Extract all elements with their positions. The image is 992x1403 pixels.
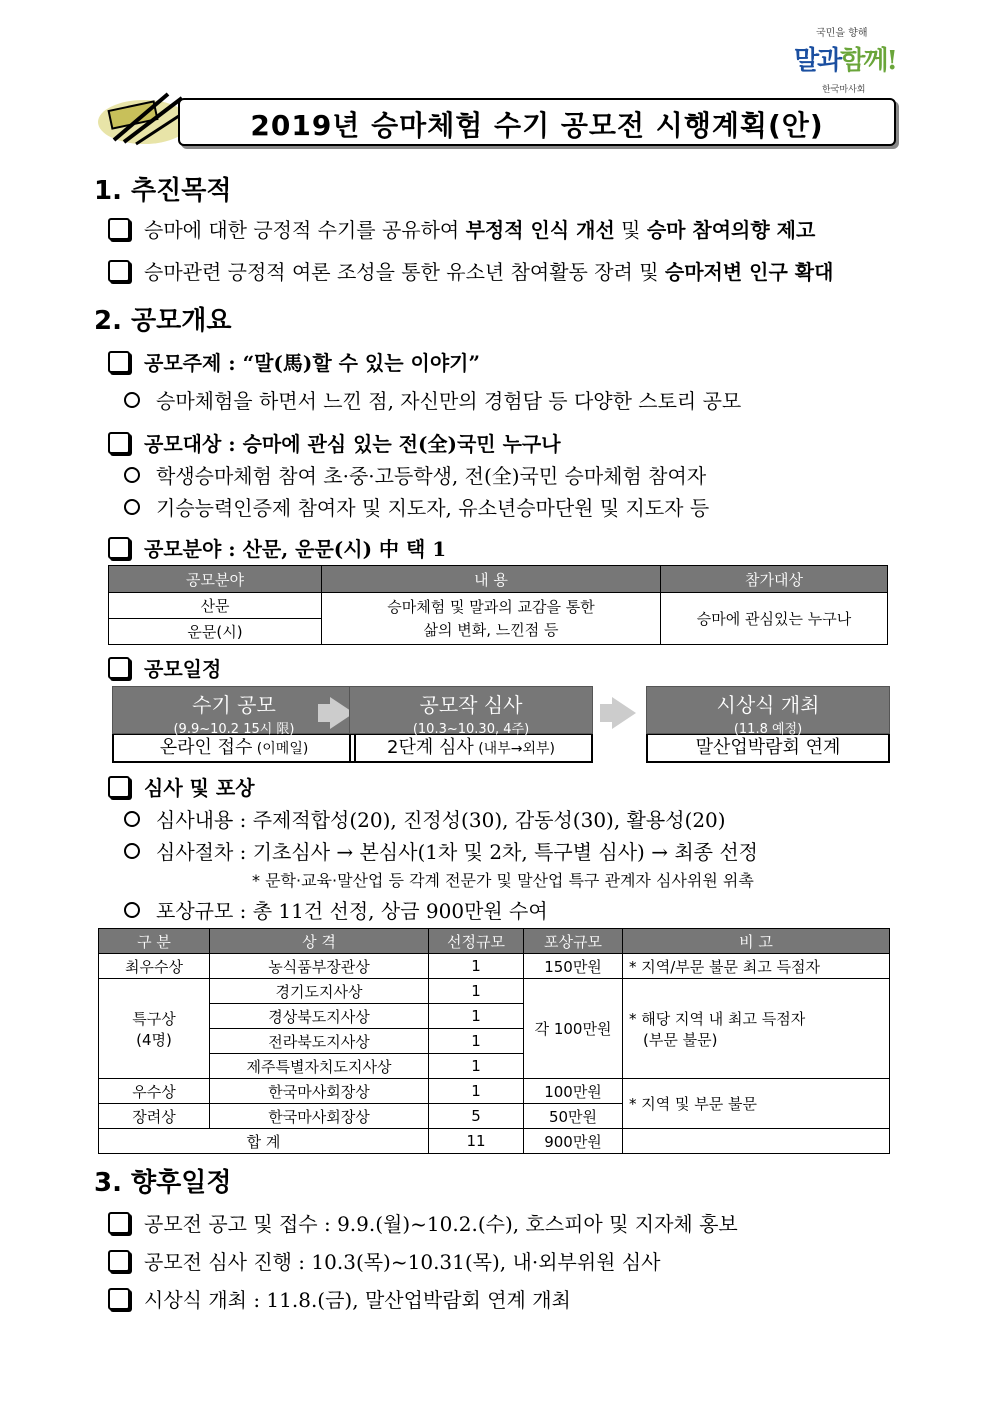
stage-footer — [112, 734, 356, 763]
stage-name: 공모작 심사 — [419, 693, 523, 717]
table-cell: 한국마사회장상 — [210, 1104, 429, 1129]
circle-bullet-icon — [124, 843, 140, 859]
stage-submission — [112, 686, 356, 763]
stage-header — [349, 686, 593, 737]
text: 학생승마체험 참여 초·중·고등학생, 전(全)국민 승마체험 참여자 — [156, 464, 707, 488]
table-cell: 1 — [429, 979, 524, 1004]
stage-date: (10.3~10.30, 4주) — [412, 722, 530, 737]
theme-sub — [124, 385, 741, 414]
square-bullet-icon — [108, 432, 130, 454]
table-cell: * 지역 및 부문 불문 — [623, 1079, 890, 1129]
text: 공모전 공고 및 접수 : 9.9.(월)~10.2.(수), 호스피아 및 지자체 홍보 — [144, 1212, 738, 1236]
sec3-item-1 — [108, 1208, 738, 1237]
text: 공모전 심사 진행 : 10.3(목)~10.31(목), 내·외부위원 심사 — [144, 1250, 661, 1274]
table-cell: 50만원 — [524, 1104, 623, 1129]
award-table — [98, 928, 890, 1154]
table-cell: 경기도지사상 — [210, 979, 429, 1004]
sec1-item-1 — [108, 214, 815, 243]
square-bullet-icon — [108, 776, 130, 798]
stage-ceremony — [646, 686, 890, 763]
sec3-item-2 — [108, 1246, 660, 1275]
text: 기승능력인증제 참여자 및 지도자, 유소년승마단원 및 지도자 등 — [156, 496, 710, 520]
stage-header — [646, 686, 890, 737]
award-scale — [124, 895, 548, 924]
sec1-item-2 — [108, 256, 833, 285]
table-cell: 장려상 — [99, 1104, 210, 1129]
circle-bullet-icon — [124, 902, 140, 918]
text: 포상규모 : 총 11건 선정, 상금 900만원 수여 — [156, 899, 548, 923]
table-cell: 각 100만원 — [524, 979, 623, 1079]
table-header: 상 격 — [210, 929, 429, 954]
stage-foot: 말산업박람회 연계 — [695, 737, 841, 758]
table-cell — [623, 1129, 890, 1154]
stage-foot-small: (이메일) — [252, 741, 309, 757]
target-sub-1 — [124, 460, 706, 489]
table-cell: 11 — [429, 1129, 524, 1154]
schedule-label: 공모일정 — [144, 657, 222, 681]
theme-text: 공모주제 : “말(馬)할 수 있는 이야기” — [144, 351, 480, 375]
table-cell: 최우수상 — [99, 954, 210, 979]
table-cell: 100만원 — [524, 1079, 623, 1104]
cell-line: 특구상 — [132, 1009, 176, 1028]
stage-foot-small: (내부→외부) — [473, 741, 555, 757]
sec3-item-3 — [108, 1284, 571, 1313]
text: 승마체험을 하면서 느낀 점, 자신만의 경험담 등 다양한 스토리 공모 — [156, 389, 742, 413]
table-row — [99, 954, 890, 979]
cell-line: * 해당 지역 내 최고 득점자 — [629, 1009, 806, 1028]
circle-bullet-icon — [124, 392, 140, 408]
target-text: 공모대상 : 승마에 관심 있는 전(全)국민 누구나 — [144, 432, 561, 456]
field-text: 공모분야 : 산문, 운문(시) 中 택 1 — [144, 537, 447, 561]
square-bullet-icon — [108, 351, 130, 373]
content-line: 승마체험 및 말과의 교감을 통한 — [387, 597, 595, 616]
table-cell: 제주특별자치도지사상 — [210, 1054, 429, 1079]
table-cell: 1 — [429, 1029, 524, 1054]
stage-name: 수기 공모 — [192, 693, 276, 717]
text: 승마관련 긍정적 여론 조성을 통한 유소년 참여활동 장려 및 — [144, 260, 665, 284]
table-cell: 한국마사회장상 — [210, 1079, 429, 1104]
section2-heading: 2. 공모개요 — [94, 306, 232, 336]
table-row — [99, 1079, 890, 1104]
table-header: 비 고 — [623, 929, 890, 954]
schedule-item — [108, 653, 221, 682]
content-line: 삶의 변화, 느낀점 등 — [423, 620, 559, 639]
table-cell — [623, 979, 890, 1079]
field-item — [108, 533, 446, 562]
review-note: * 문학·교육·말산업 등 각계 전문가 및 말산업 특구 관계자 심사위원 위촉 — [252, 871, 754, 890]
table-row-total — [99, 1129, 890, 1154]
table-cell: 농식품부장관상 — [210, 954, 429, 979]
target-item — [108, 428, 561, 457]
stage-date: (11.8 예정) — [733, 722, 803, 737]
kra-logo — [786, 18, 896, 98]
table-cell: * 지역/부문 불문 최고 득점자 — [623, 954, 890, 979]
review-item — [108, 772, 255, 801]
text-bold: 부정적 인식 개선 — [465, 218, 615, 242]
text-bold: 승마 참여의향 제고 — [646, 218, 816, 242]
logo-org: 한국마사회 — [822, 85, 866, 95]
stage-date: (9.9~10.2 15시 限) — [173, 722, 295, 737]
field-table — [108, 565, 888, 645]
circle-bullet-icon — [124, 499, 140, 515]
stage-review — [349, 686, 593, 763]
logo-tagline: 국민을 향해 — [816, 28, 868, 39]
circle-bullet-icon — [124, 467, 140, 483]
stage-foot: 온라인 접수 — [159, 737, 253, 758]
title-box — [178, 98, 896, 146]
table-cell: 1 — [429, 954, 524, 979]
table-cell: 전라북도지사상 — [210, 1029, 429, 1054]
text: 승마에 대한 긍정적 수기를 공유하여 — [144, 218, 466, 242]
table-header: 선정규모 — [429, 929, 524, 954]
logo-mark — [794, 40, 896, 77]
square-bullet-icon — [108, 1212, 130, 1234]
logo-mark-b: 함께! — [840, 46, 896, 76]
table-cell: 승마에 관심있는 누구나 — [661, 593, 888, 645]
arrow-right-icon — [612, 697, 636, 729]
table-cell: 900만원 — [524, 1129, 623, 1154]
square-bullet-icon — [108, 1250, 130, 1272]
stage-name: 시상식 개최 — [716, 693, 820, 717]
table-cell: 1 — [429, 1004, 524, 1029]
table-cell: 합 계 — [99, 1129, 429, 1154]
table-cell: 경상북도지사상 — [210, 1004, 429, 1029]
table-cell: 150만원 — [524, 954, 623, 979]
text: 시상식 개최 : 11.8.(금), 말산업박람회 연계 개최 — [144, 1288, 571, 1312]
cell-line: (4명) — [136, 1030, 172, 1049]
page-title: 2019년 승마체험 수기 공모전 시행계획(안) — [250, 109, 824, 142]
stage-footer — [349, 734, 593, 763]
table-cell: 산문 — [109, 593, 322, 619]
text: 심사절차 : 기초심사 → 본심사(1차 및 2차, 특구별 심사) → 최종 선정 — [156, 840, 758, 864]
review-process — [124, 836, 758, 865]
stage-foot: 2단계 심사 — [387, 737, 474, 758]
text: 및 — [614, 218, 647, 242]
table-row — [99, 979, 890, 1004]
table-cell: 운문(시) — [109, 619, 322, 645]
table-header: 공모분야 — [109, 566, 322, 593]
section3-heading: 3. 향후일정 — [94, 1168, 232, 1198]
logo-mark-a: 말과 — [794, 46, 841, 76]
review-content — [124, 804, 726, 833]
target-sub-2 — [124, 492, 709, 521]
square-bullet-icon — [108, 1288, 130, 1310]
table-cell — [99, 979, 210, 1079]
cell-line: (부문 불문) — [643, 1030, 718, 1049]
table-cell: 1 — [429, 1054, 524, 1079]
table-cell: 5 — [429, 1104, 524, 1129]
table-header: 내 용 — [322, 566, 661, 593]
table-cell: 1 — [429, 1079, 524, 1104]
text: 심사내용 : 주제적합성(20), 진정성(30), 감동성(30), 활용성(20) — [156, 808, 726, 832]
square-bullet-icon — [108, 657, 130, 679]
theme-item — [108, 347, 480, 376]
square-bullet-icon — [108, 218, 130, 240]
table-cell: 우수상 — [99, 1079, 210, 1104]
table-header: 포상규모 — [524, 929, 623, 954]
square-bullet-icon — [108, 260, 130, 282]
square-bullet-icon — [108, 537, 130, 559]
text-bold: 승마저변 인구 확대 — [664, 260, 834, 284]
stage-footer — [646, 734, 890, 763]
section1-heading: 1. 추진목적 — [94, 176, 232, 206]
circle-bullet-icon — [124, 811, 140, 827]
table-header: 구 분 — [99, 929, 210, 954]
table-header: 참가대상 — [661, 566, 888, 593]
review-label: 심사 및 포상 — [144, 776, 255, 800]
content-cell — [322, 593, 661, 645]
